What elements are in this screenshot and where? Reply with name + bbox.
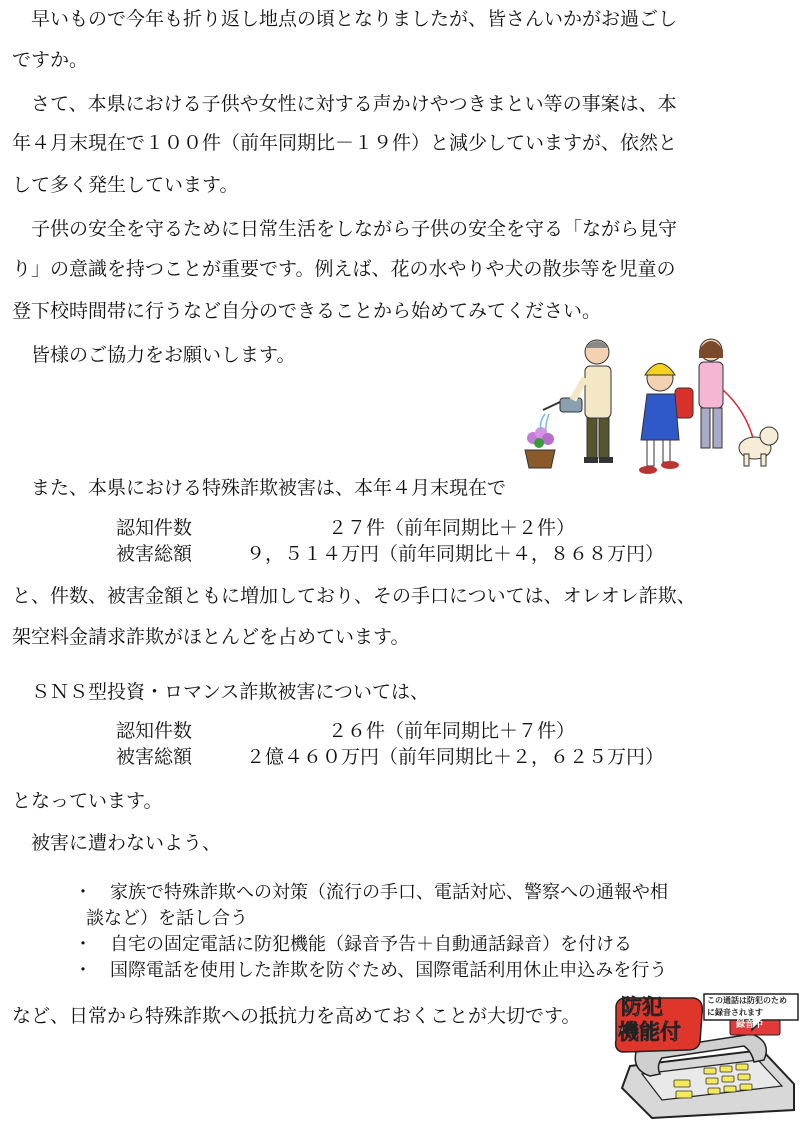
dog-icon [739,427,778,466]
bullet-item: ・ 自宅の固定電話に防犯機能（録音予告＋自動通話録音）を付ける [74,934,632,955]
sns-damage-label: 被害総額 [116,746,193,768]
bullet-item-continuation: 談など）を話し合う [86,908,248,929]
paragraph-line: ＳＮＳ型投資・ロマンス詐欺被害については、 [12,681,430,703]
anti-crime-title-line1: 防犯 [621,995,663,1019]
fraud-count-label: 認知件数 [116,517,193,539]
schoolchild-figure [639,364,693,475]
sns-damage-value: ２億４６０万円（前年同期比＋２，６２５万円） [246,746,665,768]
fraud-damage-label: 被害総額 [116,543,193,565]
recording-notice-line1: この通話は防犯のため [707,996,787,1005]
bullet-item: ・ 国際電話を使用した詐欺を防ぐため、国際電話利用休止申込みを行う [74,960,668,981]
flower-pot-icon [525,427,555,468]
anti-crime-title-line2: 機能付 [618,1020,681,1044]
paragraph-line: り」の意識を持つことが重要です。例えば、花の水やりや犬の散歩等を児童の [12,258,676,280]
paragraph-line: など、日常から特殊詐欺への抵抗力を高めておくことが大切です。 [12,1005,581,1027]
paragraph-line: 登下校時間帯に行うなど自分のできることから始めてみてください。 [12,300,602,322]
paragraph-line: 子供の安全を守るために日常生活をしながら子供の安全を守る「ながら見守 [12,218,678,240]
fraud-count-value: ２７件（前年同期比＋２件） [328,517,576,539]
paragraph-line: 皆様のご協力をお願いします。 [12,344,296,366]
paragraph-line: また、本県における特殊詐欺被害は、本年４月末現在で [12,477,507,499]
paragraph-line: 架空料金請求詐欺がほとんどを占めています。 [12,626,410,648]
watering-can-icon [541,398,583,432]
paragraph-line: して多く発生しています。 [12,174,239,196]
paragraph-line: 被害に遭わないよう、 [12,832,222,854]
paragraph-line: となっています。 [12,790,163,812]
paragraph-line: ですか。 [12,49,89,71]
paragraph-line: さて、本県における子供や女性に対する声かけやつきまとい等の事案は、本 [12,93,677,115]
sns-count-label: 認知件数 [116,720,193,742]
paragraph-line: 年４月末現在で１００件（前年同期比－１９件）と減少していますが、依然と [12,132,678,154]
recording-status-label: 録音中 [736,1020,764,1030]
sns-count-value: ２６件（前年同期比＋７件） [328,720,576,742]
paragraph-line: 早いもので今年も折り返し地点の頃となりましたが、皆さんいかがお過ごし [12,8,678,30]
paragraph-line: と、件数、被害金額ともに増加しており、その手口については、オレオレ詐欺、 [12,585,696,607]
watching-over-children-illustration [515,330,790,495]
woman-walking-dog-figure [699,339,753,448]
bullet-item: ・ 家族で特殊詐欺への対策（流行の手口、電話対応、警察への通報や相 [74,882,668,903]
fraud-damage-value: ９，５１４万円（前年同期比＋４，８６８万円） [246,543,665,565]
recording-notice-line2: に録音されます [707,1008,763,1017]
